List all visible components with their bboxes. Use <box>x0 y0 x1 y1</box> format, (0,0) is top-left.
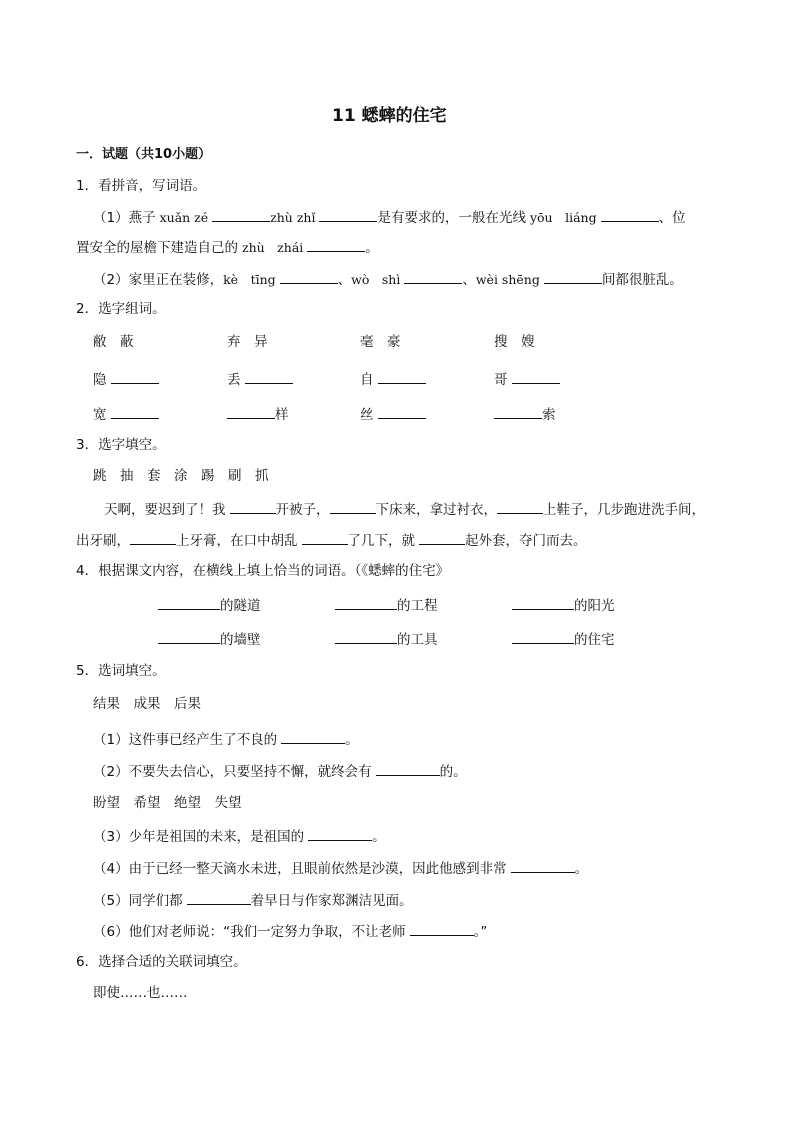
q4-item <box>158 595 261 615</box>
answer-blank[interactable] <box>378 404 426 419</box>
q1-text: 、位 <box>658 210 686 226</box>
answer-blank[interactable] <box>230 499 276 514</box>
q3-text: 了几下，就 <box>347 533 415 549</box>
q2-item <box>360 369 426 389</box>
q3-text: 上鞋子，几步跑进洗手间， <box>543 502 705 518</box>
answer-blank[interactable] <box>187 890 251 905</box>
q5-text: 。” <box>473 924 488 940</box>
q4-text: 的住宅 <box>574 632 615 648</box>
answer-blank[interactable] <box>544 269 602 284</box>
q5-sentence <box>93 858 588 878</box>
q4-item <box>512 629 615 649</box>
q1-text: 间都很脏乱。 <box>601 272 683 288</box>
pinyin: xuǎn zé <box>159 210 209 225</box>
answer-blank[interactable] <box>308 826 372 841</box>
answer-blank[interactable] <box>158 629 220 644</box>
q5-sentence <box>93 890 413 910</box>
q6-word: 即使……也…… <box>93 985 188 1001</box>
q2-item <box>93 404 159 424</box>
q3-text: 出牙刷， <box>76 533 130 549</box>
answer-blank[interactable] <box>280 269 338 284</box>
answer-blank[interactable] <box>227 404 275 419</box>
q2-item <box>360 404 426 424</box>
answer-blank[interactable] <box>307 237 365 252</box>
q3-chars: 跳 抽 套 涂 踢 刷 抓 <box>93 468 269 484</box>
q3-stem: 3．选字填空。 <box>76 437 166 453</box>
q6-stem: 6．选择合适的关联词填空。 <box>76 954 247 970</box>
answer-blank[interactable] <box>302 530 348 545</box>
q2-char: 丢 <box>227 372 241 388</box>
q5-word-group: 结果 成果 后果 <box>93 696 201 712</box>
q2-char: 隐 <box>93 372 107 388</box>
q5-word-group: 盼望 希望 绝望 失望 <box>93 795 242 811</box>
q4-item <box>335 629 438 649</box>
q3-line2 <box>76 530 587 550</box>
q2-item <box>227 369 293 389</box>
pinyin: wò shì <box>351 272 401 287</box>
q4-text: 的墙壁 <box>220 632 261 648</box>
q5-sentence <box>93 761 467 781</box>
answer-blank[interactable] <box>335 629 397 644</box>
answer-blank[interactable] <box>330 499 376 514</box>
answer-blank[interactable] <box>512 595 574 610</box>
q2-char: 丝 <box>360 407 374 423</box>
q2-item <box>227 404 289 424</box>
q4-item <box>158 629 261 649</box>
section-heading: 一．试题（共10小题） <box>76 147 212 162</box>
q1-line3 <box>93 269 683 289</box>
q3-text: 开被子， <box>275 502 330 518</box>
q5-sentence <box>93 729 359 749</box>
page-title: 11 蟋蟀的住宅 <box>332 106 447 126</box>
q3-text: 天啊，要迟到了！我 <box>104 502 226 518</box>
q5-text: 的。 <box>439 764 467 780</box>
q4-text: 的工具 <box>397 632 438 648</box>
q3-line1 <box>104 499 705 519</box>
q5-text: 着早日与作家郑渊洁见面。 <box>250 893 413 909</box>
q1-text: 。 <box>365 240 379 256</box>
q4-text: 的工程 <box>397 598 438 614</box>
q1-text: （1）燕子 <box>93 210 156 226</box>
pinyin: zhù zhǐ <box>270 210 316 225</box>
answer-blank[interactable] <box>494 404 542 419</box>
q1-text: 是有要求的，一般在光线 <box>377 210 526 226</box>
q1-text: （2）家里正在装修， <box>93 272 224 288</box>
answer-blank[interactable] <box>245 369 293 384</box>
q2-pair: 搜 嫂 <box>494 334 535 350</box>
answer-blank[interactable] <box>376 761 440 776</box>
answer-blank[interactable] <box>319 207 377 222</box>
q4-stem: 4．根据课文内容，在横线上填上恰当的词语。（《蟋蟀的住宅》 <box>76 563 450 579</box>
q2-stem: 2．选字组词。 <box>76 301 166 317</box>
q2-item <box>494 369 560 389</box>
q4-text: 的隧道 <box>220 598 261 614</box>
q5-text: 。 <box>574 861 589 877</box>
q2-char: 自 <box>360 372 374 388</box>
answer-blank[interactable] <box>601 207 659 222</box>
answer-blank[interactable] <box>281 729 345 744</box>
pinyin: kè tīng <box>223 272 276 287</box>
answer-blank[interactable] <box>410 921 474 936</box>
answer-blank[interactable] <box>378 369 426 384</box>
q1-text: 置安全的屋檐下建造自己的 <box>76 240 238 256</box>
q2-pair: 毫 豪 <box>360 334 401 350</box>
answer-blank[interactable] <box>130 530 176 545</box>
answer-blank[interactable] <box>419 530 465 545</box>
answer-blank[interactable] <box>335 595 397 610</box>
q2-item <box>494 404 556 424</box>
answer-blank[interactable] <box>212 207 270 222</box>
q5-sentence <box>93 826 386 846</box>
q1-text: 、 <box>462 272 476 288</box>
answer-blank[interactable] <box>111 369 159 384</box>
q4-item <box>512 595 615 615</box>
q1-stem: 1．看拼音，写词语。 <box>76 178 207 194</box>
q1-line2 <box>76 237 379 257</box>
q2-item <box>93 369 159 389</box>
q1-text: 、 <box>337 272 352 288</box>
answer-blank[interactable] <box>511 858 575 873</box>
q5-stem: 5．选词填空。 <box>76 663 166 679</box>
answer-blank[interactable] <box>512 629 574 644</box>
q2-pair: 敝 蔽 <box>93 334 134 350</box>
answer-blank[interactable] <box>497 499 543 514</box>
q5-text: （4）由于已经一整天滴水未进，且眼前依然是沙漠，因此他感到非常 <box>93 861 507 877</box>
q5-text: 。 <box>345 732 359 748</box>
q2-char: 宽 <box>93 407 107 423</box>
q5-text: （6）他们对老师说：“我们一定努力争取，不让老师 <box>93 924 406 940</box>
q5-text: （2）不要失去信心，只要坚持不懈，就终会有 <box>93 764 372 780</box>
q2-char: 哥 <box>494 372 508 388</box>
q5-sentence <box>93 921 487 941</box>
q2-char: 样 <box>275 407 289 423</box>
answer-blank[interactable] <box>111 404 159 419</box>
answer-blank[interactable] <box>512 369 560 384</box>
answer-blank[interactable] <box>158 595 220 610</box>
q3-text: 上牙膏，在口中胡乱 <box>176 533 298 549</box>
pinyin: yōu liáng <box>529 210 597 225</box>
q3-text: 起外套，夺门而去。 <box>465 533 587 549</box>
q4-item <box>335 595 438 615</box>
q5-text: （1）这件事已经产生了不良的 <box>93 732 278 748</box>
q5-text: 。 <box>372 829 386 845</box>
q4-text: 的阳光 <box>574 598 615 614</box>
q2-pair: 弃 异 <box>227 334 268 350</box>
q5-text: （3）少年是祖国的未来，是祖国的 <box>93 829 305 845</box>
q1-line1 <box>93 207 686 227</box>
answer-blank[interactable] <box>404 269 462 284</box>
q5-text: （5）同学们都 <box>93 893 183 909</box>
q2-char: 索 <box>542 407 556 423</box>
q3-text: 下床来，拿过衬衣， <box>375 502 497 518</box>
pinyin: wèi shēng <box>475 272 540 287</box>
pinyin: zhù zhái <box>242 240 304 255</box>
